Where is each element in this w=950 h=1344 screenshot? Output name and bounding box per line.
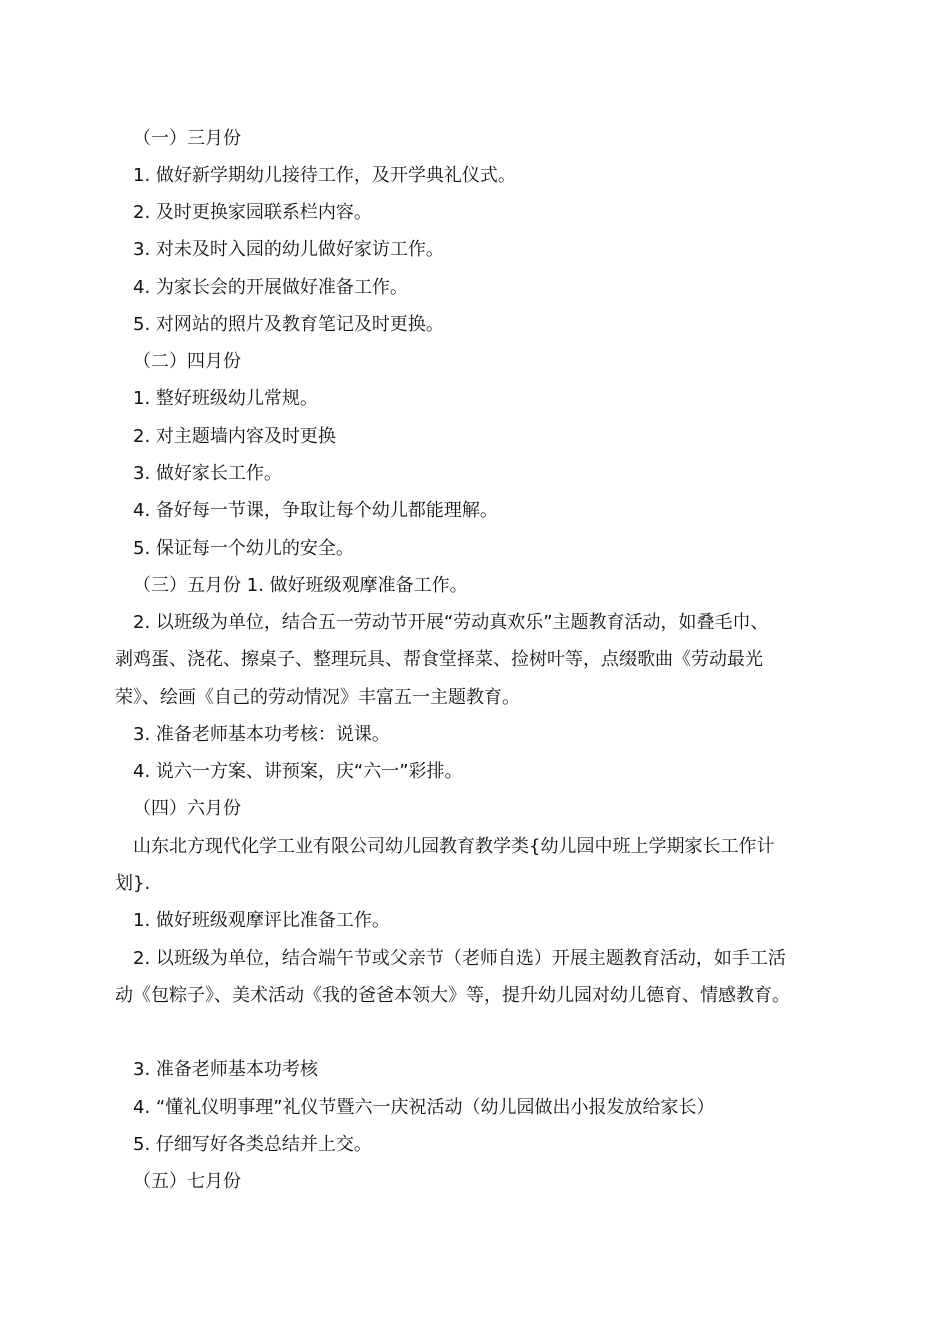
list-item-continuation: 荣》、绘画《自己的劳动情况》丰富五一主题教育。 bbox=[115, 687, 520, 708]
section-heading-july: （五）七月份 bbox=[133, 1171, 241, 1192]
list-item: 3. 准备老师基本功考核：说课。 bbox=[133, 724, 390, 745]
list-item: 4. 为家长会的开展做好准备工作。 bbox=[133, 277, 408, 298]
list-item: 1. 做好班级观摩评比准备工作。 bbox=[133, 910, 390, 931]
list-item: 2. 以班级为单位，结合端午节或父亲节（老师自选）开展主题教育活动，如手工活 bbox=[133, 948, 786, 969]
list-item: 1. 整好班级幼儿常规。 bbox=[133, 388, 318, 409]
list-item: 4. 备好每一节课，争取让每个幼儿都能理解。 bbox=[133, 500, 498, 521]
list-item: 2. 及时更换家园联系栏内容。 bbox=[133, 202, 372, 223]
section-heading-may: （三）五月份 1. 做好班级观摩准备工作。 bbox=[133, 575, 468, 596]
section-heading-june: （四）六月份 bbox=[133, 798, 241, 819]
list-item: 2. 对主题墙内容及时更换 bbox=[133, 426, 336, 447]
document-source-line: 山东北方现代化学工业有限公司幼儿园教育教学类{幼儿园中班上学期家长工作计 bbox=[133, 836, 775, 857]
list-item: 5. 仔细写好各类总结并上交。 bbox=[133, 1134, 372, 1155]
list-item: 4. 说六一方案、讲预案，庆“六一”彩排。 bbox=[133, 761, 463, 782]
list-item: 5. 对网站的照片及教育笔记及时更换。 bbox=[133, 314, 444, 335]
list-item: 3. 做好家长工作。 bbox=[133, 463, 282, 484]
list-item: 3. 对未及时入园的幼儿做好家访工作。 bbox=[133, 239, 444, 260]
list-item-continuation: 动《包粽子》、美术活动《我的爸爸本领大》等，提升幼儿园对幼儿德育、情感教育。 bbox=[115, 985, 790, 1006]
document-source-continuation: 划}. bbox=[115, 873, 151, 894]
list-item: 2. 以班级为单位，结合五一劳动节开展“劳动真欢乐”主题教育活动，如叠毛巾、 bbox=[133, 612, 769, 633]
list-item: 4. “懂礼仪明事理”礼仪节暨六一庆祝活动（幼儿园做出小报发放给家长） bbox=[133, 1097, 715, 1118]
section-heading-march: （一）三月份 bbox=[133, 128, 241, 149]
list-item: 3. 准备老师基本功考核 bbox=[133, 1059, 318, 1080]
list-item: 1. 做好新学期幼儿接待工作，及开学典礼仪式。 bbox=[133, 165, 516, 186]
list-item-continuation: 剥鸡蛋、浇花、擦桌子、整理玩具、帮食堂择菜、捡树叶等，点缀歌曲《劳动最光 bbox=[115, 649, 763, 670]
section-heading-april: （二）四月份 bbox=[133, 351, 241, 372]
list-item: 5. 保证每一个幼儿的安全。 bbox=[133, 538, 354, 559]
